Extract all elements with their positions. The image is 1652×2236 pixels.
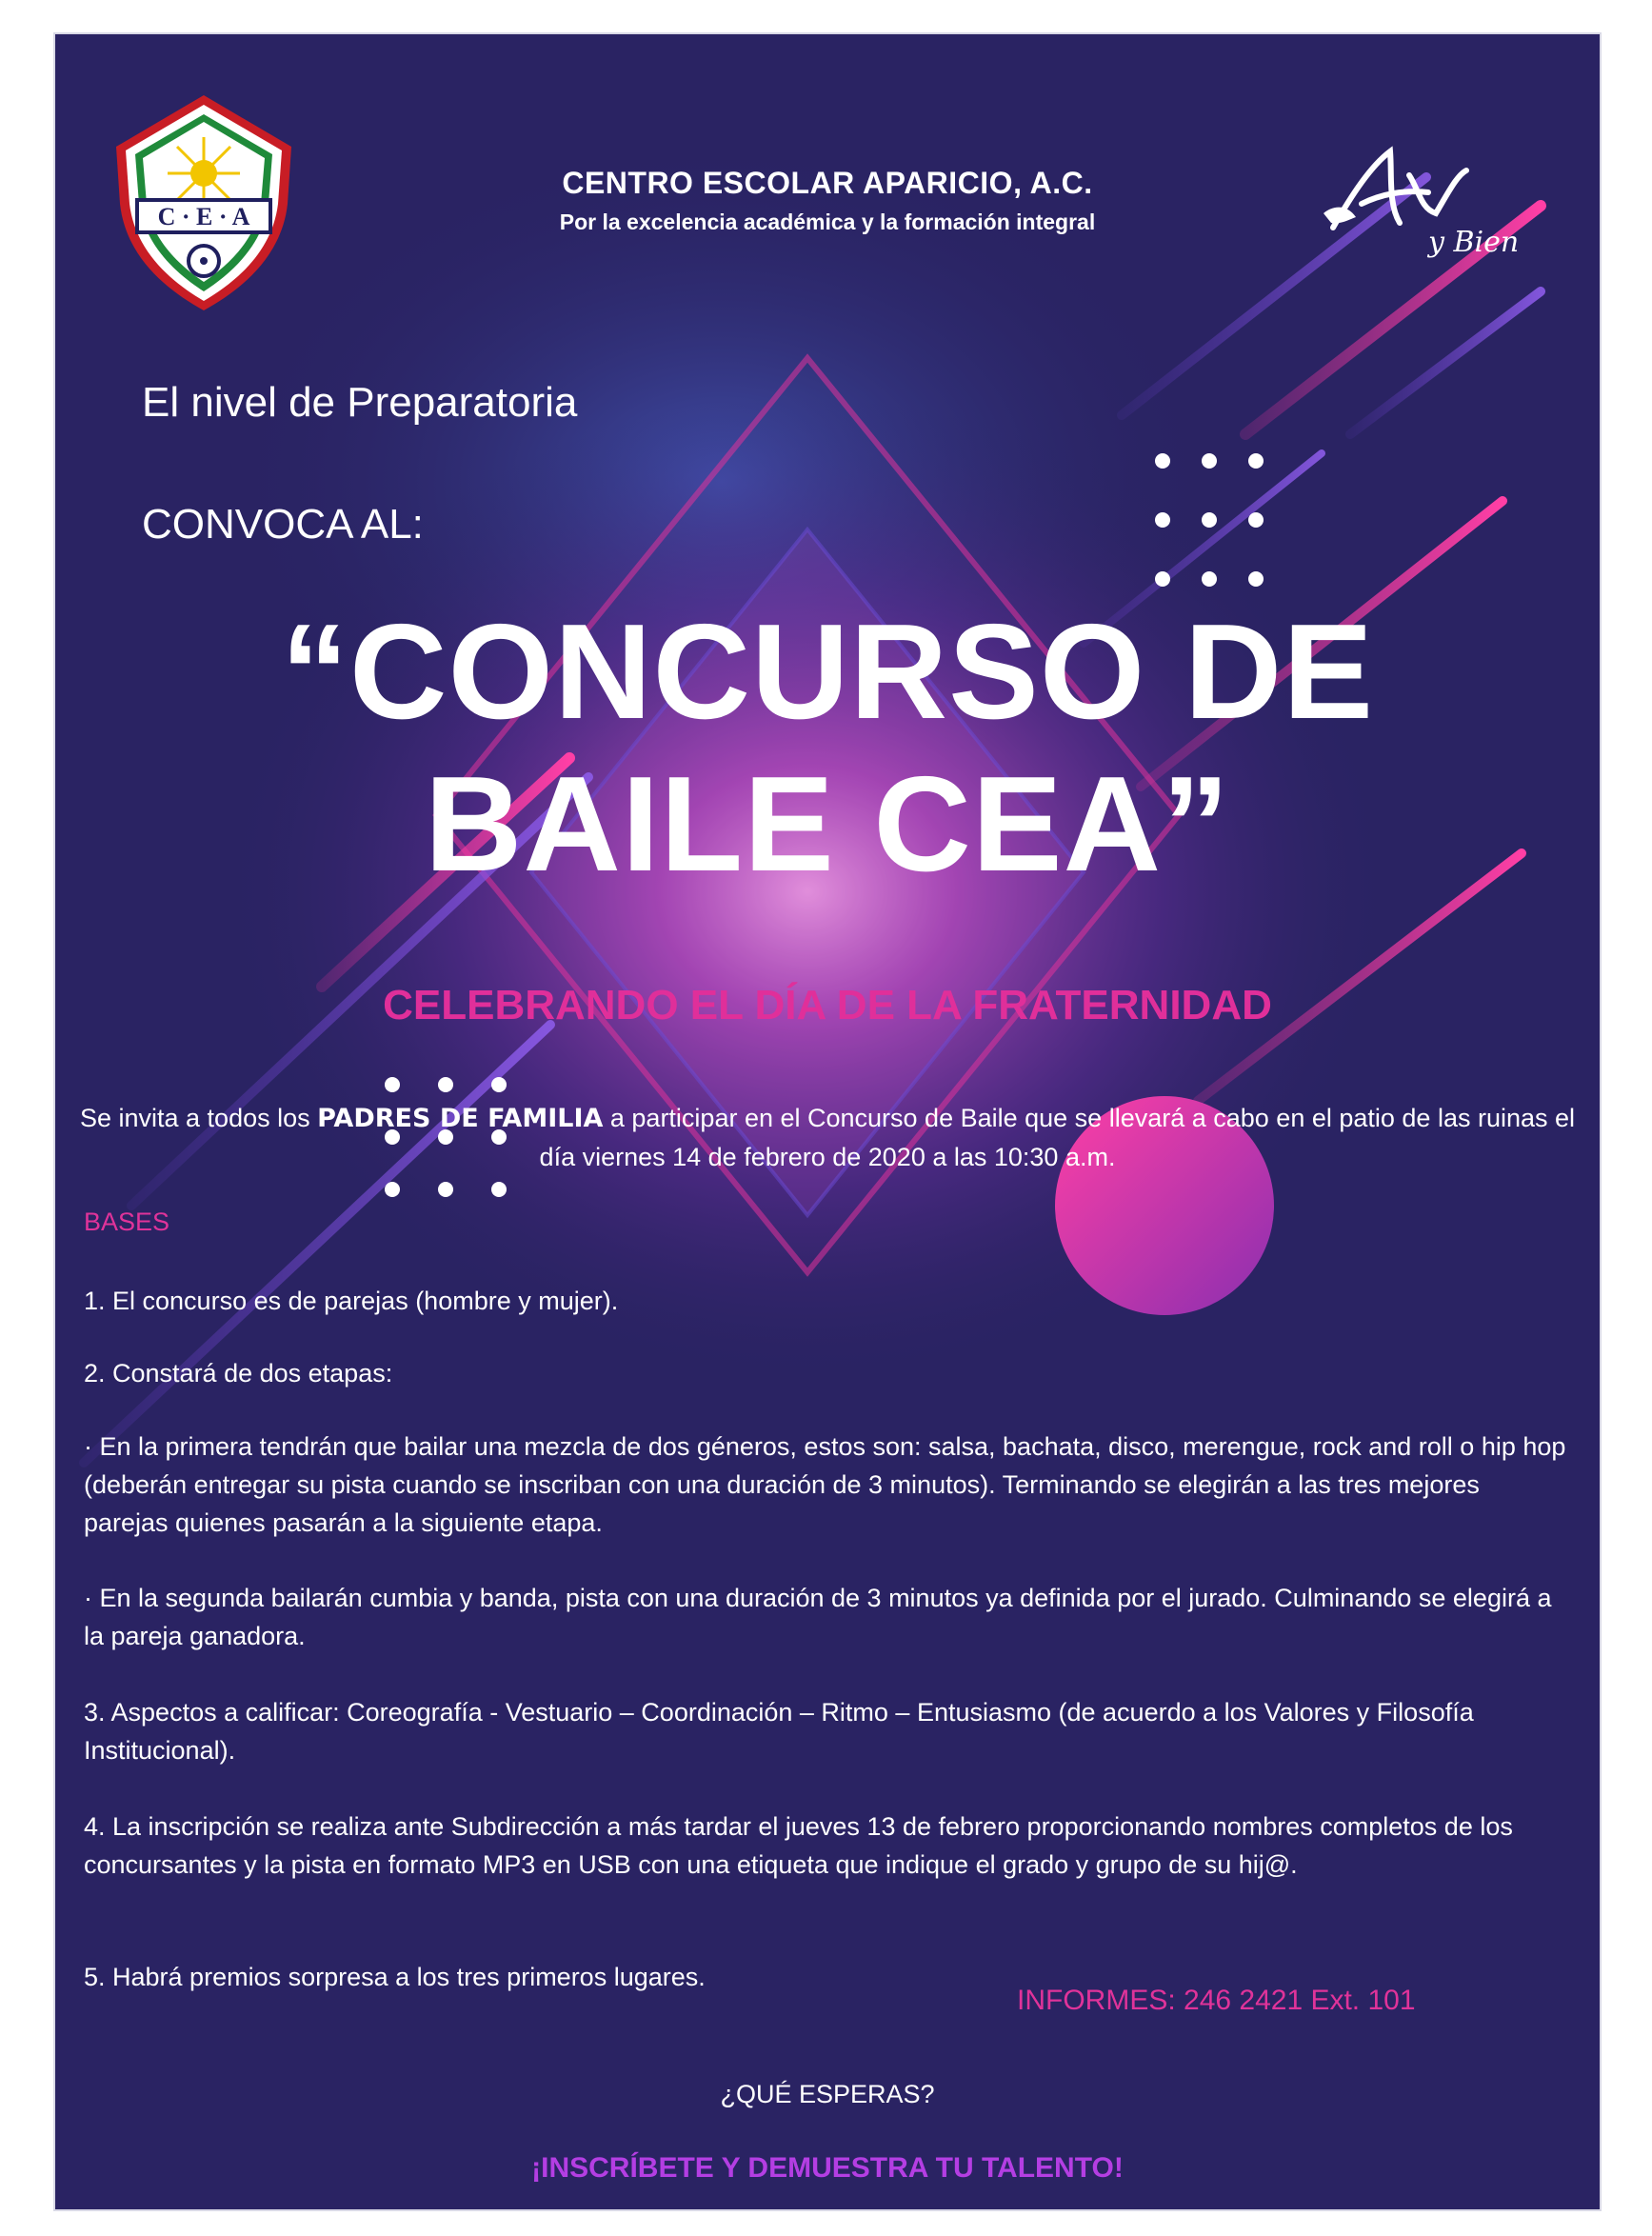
invitation-text [74, 1099, 1581, 1176]
poster [53, 32, 1602, 2211]
question-text: ¿QUÉ ESPERAS? [720, 2080, 935, 2108]
school-motto: Por la excelencia académica y la formación integral [559, 210, 1096, 234]
svg-text:y Bien: y Bien [1428, 226, 1520, 259]
call-to-action: ¡INSCRÍBETE Y DEMUESTRA TU TALENTO! [531, 2152, 1124, 2184]
informes-contact: INFORMES: 246 2421 Ext. 101 [1017, 1985, 1416, 2016]
rule-item-3: 3. Aspectos a calificar: Coreografía - Vestuario – Coordinación – Ritmo – Entusiasmo (de acuerdo a los Valores y Filosofía Institucional). [84, 1698, 1474, 1765]
invitation-highlight: PADRES DE FAMILIA [317, 1104, 604, 1133]
rule-item-5: 5. Habrá premios sorpresa a los tres primeros lugares. [84, 1963, 706, 1991]
rule-item-2: 2. Constará de dos etapas: [84, 1359, 393, 1388]
crest-letters: C · E · A [157, 203, 250, 230]
event-subtitle: CELEBRANDO EL DÍA DE LA FRATERNIDAD [383, 982, 1272, 1028]
rule-item-1: 1. El concurso es de parejas (hombre y mujer). [84, 1287, 619, 1315]
level-heading: El nivel de Preparatoria [142, 379, 578, 426]
school-name: CENTRO ESCOLAR APARICIO, A.C. [562, 166, 1093, 200]
convoca-heading: CONVOCA AL: [142, 501, 424, 548]
bases-heading: BASES [84, 1208, 170, 1236]
event-title [55, 596, 1600, 901]
event-title-line1: “CONCURSO DE [280, 596, 1375, 748]
event-title-line2: BAILE CEA” [424, 749, 1231, 900]
invitation-suffix: a participar en el Concurso de Baile que se llevará a cabo en el patio de las ruinas el día viernes 14 de febrero de 2020 a las 10:30 a.m. [539, 1104, 1576, 1171]
rule-item-2a: · En la primera tendrán que bailar una mezcla de dos géneros, estos son: salsa, bachata, disco, merengue, rock and roll o hip hop (deberán entregar su pista cuando se inscriban con una duración de 3 minutos). Terminando se elegirán a las tres mejores parejas quienes pasarán a la siguiente etapa. [84, 1432, 1566, 1537]
rule-item-2b: · En la segunda bailarán cumbia y banda, pista con una duración de 3 minutos ya definida por el jurado. Culminando se elegirá a la pareja ganadora. [84, 1584, 1552, 1650]
invitation-prefix: Se invita a todos los [79, 1104, 318, 1132]
school-crest-icon [109, 90, 299, 318]
rule-item-4: 4. La inscripción se realiza ante Subdirección a más tardar el jueves 13 de febrero proporcionando nombres completos de los concursantes y la pista en formato MP3 en USB con una etiqueta que indique el grado y grupo de su hij@. [84, 1812, 1513, 1879]
